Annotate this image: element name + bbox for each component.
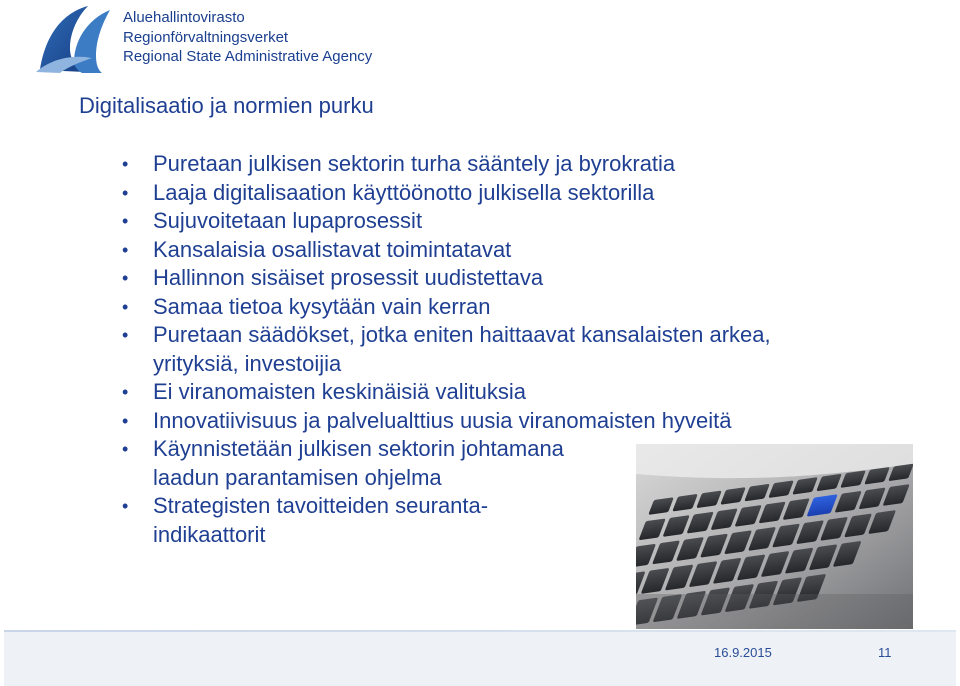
bullet-item (117, 293, 771, 322)
bullet-text: • Puretaan julkisen sektorin turha sääntely ja byrokratia (153, 151, 676, 176)
bullet-text: • Sujuvoitetaan lupaprosessit (153, 208, 423, 233)
keyboard-photo (636, 444, 913, 629)
agency-logo-icon (30, 2, 114, 74)
footer-band (4, 630, 956, 686)
bullet-item (117, 264, 771, 293)
bullet-text: • Puretaan säädökset, jotka eniten haittaavat kansalaisten arkea, (153, 322, 771, 347)
bullet-item (117, 150, 771, 179)
bullet-item (117, 179, 771, 208)
bullet-text-continued: laadun parantamisen ohjelma (153, 464, 442, 490)
bullet-text-continued: indikaattorit (153, 521, 266, 547)
bullet-item (117, 207, 771, 236)
bullet-item (117, 321, 771, 378)
bullet-text: • Laaja digitalisaation käyttöönotto julkisella sektorilla (153, 179, 655, 205)
footer-date: 16.9.2015 (714, 645, 772, 660)
agency-name-sv: Regionförvaltningsverket (123, 28, 289, 46)
bullet-text: • Käynnistetään julkisen sektorin johtamana (153, 436, 564, 461)
agency-name-fi: Aluehallintovirasto (123, 9, 245, 26)
agency-name-en: Regional State Administrative Agency (123, 48, 373, 65)
bullet-item (117, 378, 771, 407)
bullet-text-continued: yrityksiä, investoijia (153, 350, 342, 376)
bullet-item (117, 407, 771, 436)
page-number: 11 (878, 645, 892, 660)
bullet-text: • Strategisten tavoitteiden seuranta- (153, 493, 489, 518)
bullet-text: • Hallinnon sisäiset prosessit uudistettava (153, 265, 544, 290)
bullet-item (117, 236, 771, 265)
bullet-text: • Innovatiivisuus ja palvelualttius uusia viranomaisten hyveitä (153, 407, 732, 433)
bullet-text: • Kansalaisia osallistavat toimintatavat (153, 236, 512, 262)
bullet-text: • Samaa tietoa kysytään vain kerran (153, 293, 491, 319)
agency-name (123, 8, 372, 67)
bullet-text: • Ei viranomaisten keskinäisiä valituksia (153, 379, 526, 404)
slide-title: Digitalisaatio ja normien purku (79, 93, 374, 118)
